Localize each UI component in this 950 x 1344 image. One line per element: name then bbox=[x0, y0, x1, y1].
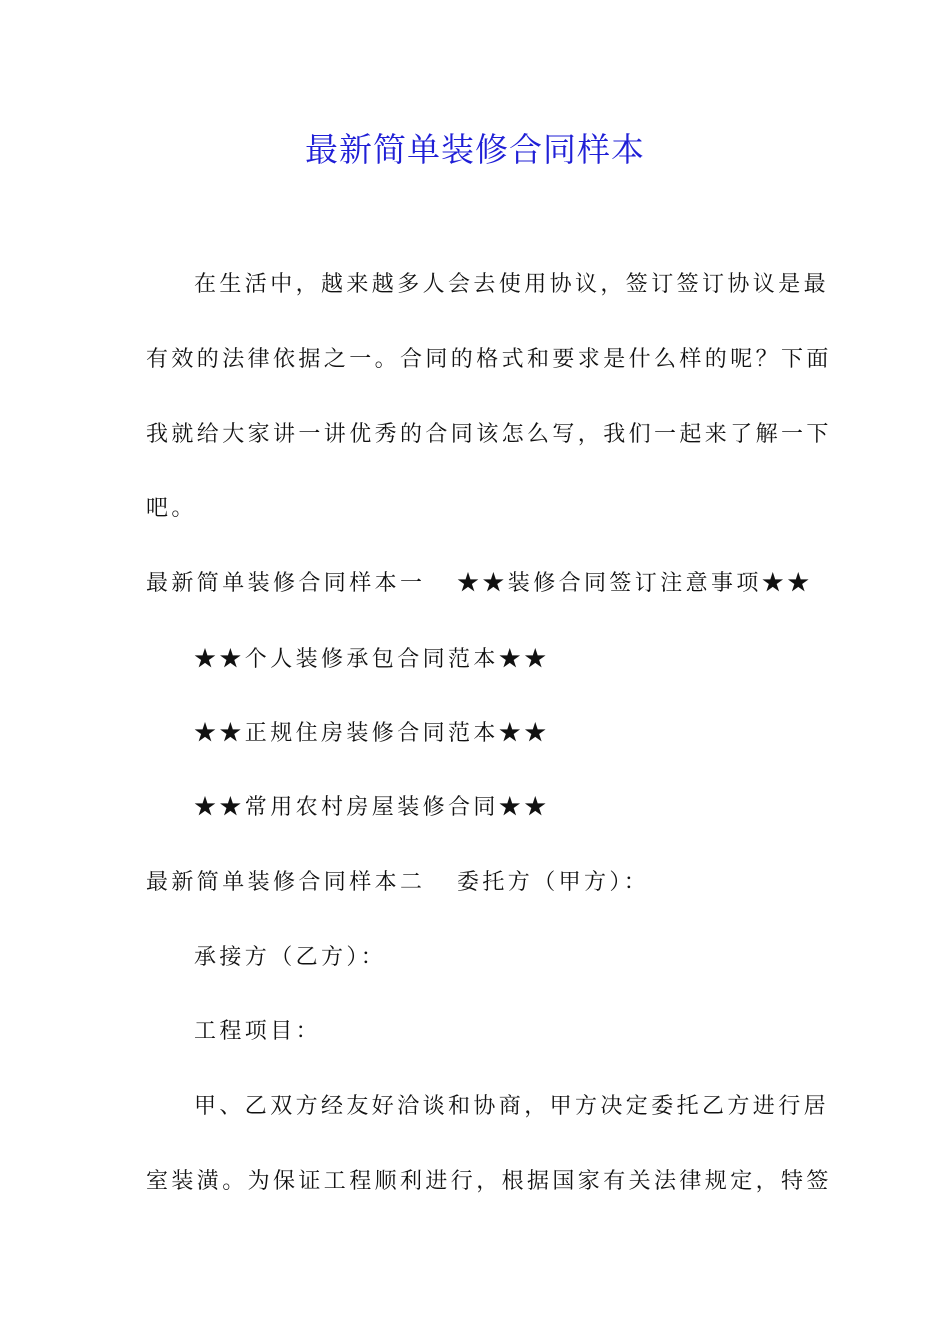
intro-line-2: 有效的法律依据之一。合同的格式和要求是什么样的呢？下面 bbox=[146, 347, 832, 372]
intro-line-1: 在生活中，越来越多人会去使用协议，签订签订协议是最 bbox=[194, 272, 830, 297]
party-b-label: 承接方（乙方）： bbox=[194, 945, 387, 970]
body-line-2: 室装潢。为保证工程顺利进行，根据国家有关法律规定，特签 bbox=[146, 1169, 832, 1194]
body-line-1: 甲、乙双方经友好洽谈和协商，甲方决定委托乙方进行居 bbox=[194, 1094, 830, 1119]
link-item-signing-notes[interactable]: ★★装修合同签订注意事项★★ bbox=[457, 571, 813, 596]
link-item-rural-contract[interactable]: ★★常用农村房屋装修合同★★ bbox=[194, 795, 550, 820]
intro-line-3: 我就给大家讲一讲优秀的合同该怎么写，我们一起来了解一下 bbox=[146, 422, 832, 447]
project-label: 工程项目： bbox=[194, 1019, 322, 1044]
section2-heading: 最新简单装修合同样本二 bbox=[146, 870, 426, 895]
intro-line-4: 吧。 bbox=[146, 496, 197, 521]
link-item-housing-contract[interactable]: ★★正规住房装修合同范本★★ bbox=[194, 721, 550, 746]
document-title: 最新简单装修合同样本 bbox=[305, 130, 645, 169]
link-item-personal-contract[interactable]: ★★个人装修承包合同范本★★ bbox=[194, 647, 550, 672]
section1-heading: 最新简单装修合同样本一 bbox=[146, 571, 426, 596]
party-a-label: 委托方（甲方）： bbox=[457, 870, 650, 895]
